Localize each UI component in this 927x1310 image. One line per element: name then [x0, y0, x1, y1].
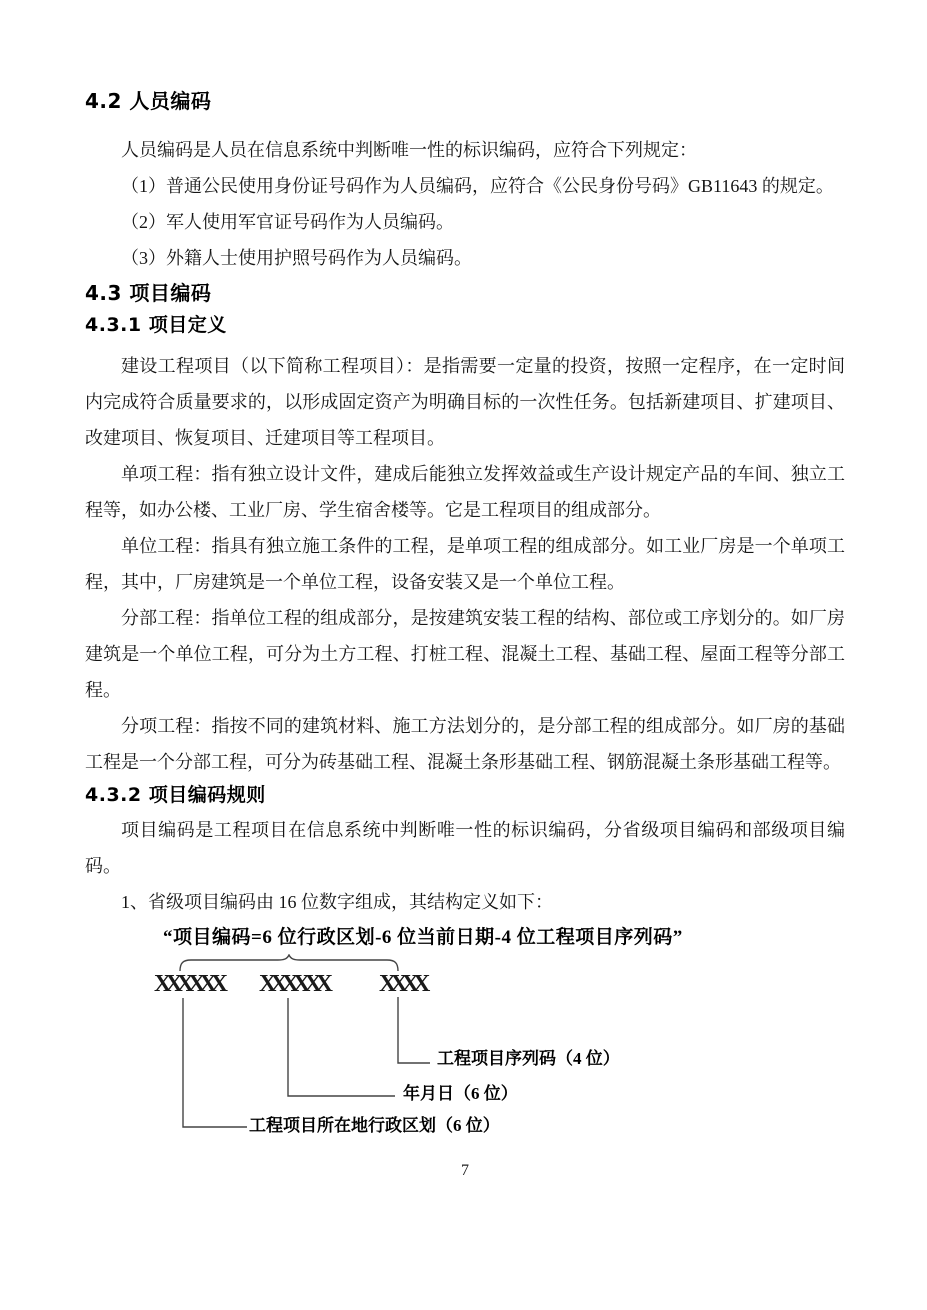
placeholder-region-digits: XXXXXX [154, 971, 222, 997]
placeholder-date-digits: XXXXXX [259, 971, 327, 997]
paragraph-province-rule: 1、省级项目编码由 16 位数字组成，其结构定义如下： [121, 892, 553, 912]
placeholder-serial-digits: XXXX [379, 971, 425, 997]
list-item-citizen-id: （1）普通公民使用身份证号码作为人员编码，应符合《公民身份号码》GB11643 的规定。 [121, 176, 834, 196]
heading-4-3: 4.3 项目编码 [85, 281, 212, 305]
heading-4-3-2: 4.3.2 项目编码规则 [85, 784, 266, 806]
grouping-brace [180, 955, 398, 971]
paragraph-code-intro: 项目编码是工程项目在信息系统中判断唯一性的标识编码，分省级项目编码和部级项目编码。 [85, 820, 845, 876]
label-date-code: 年月日（6 位） [403, 1084, 518, 1103]
paragraph-personnel-intro: 人员编码是人员在信息系统中判断唯一性的标识编码，应符合下列规定： [121, 140, 697, 160]
paragraph-item-project: 分项工程：指按不同的建筑材料、施工方法划分的，是分部工程的组成部分。如厂房的基础工程是一个分部工程，可分为砖基础工程、混凝土条形基础工程、钢筋混凝土条形基础工程等。 [85, 716, 845, 772]
connector-region [183, 998, 247, 1127]
list-item-passport: （3）外籍人士使用护照号码作为人员编码。 [121, 248, 472, 268]
connector-serial [398, 997, 430, 1063]
page-number: 7 [461, 1162, 469, 1179]
code-structure-diagram [85, 954, 845, 1146]
paragraph-single-project: 单项工程：指有独立设计文件，建成后能独立发挥效益或生产设计规定产品的车间、独立工程等，如办公楼、工业厂房、学生宿舍楼等。它是工程项目的组成部分。 [85, 464, 845, 520]
label-region-code: 工程项目所在地行政区划（6 位） [249, 1116, 500, 1135]
paragraph-division-project: 分部工程：指单位工程的组成部分，是按建筑安装工程的结构、部位或工序划分的。如厂房建筑是一个单位工程，可分为土方工程、打桩工程、混凝土工程、基础工程、屋面工程等分部工程。 [85, 608, 845, 700]
paragraph-unit-project: 单位工程：指具有独立施工条件的工程，是单项工程的组成部分。如工业厂房是一个单项工程，其中，厂房建筑是一个单位工程，设备安装又是一个单位工程。 [85, 536, 845, 592]
connector-date [288, 998, 395, 1096]
heading-4-3-1: 4.3.1 项目定义 [85, 314, 227, 336]
paragraph-project-definition: 建设工程项目（以下简称工程项目）：是指需要一定量的投资，按照一定程序，在一定时间内完成符合质量要求的，以形成固定资产为明确目标的一次性任务。包括新建项目、扩建项目、改建项目、恢复项目、迁建项目等工程项目。 [85, 356, 845, 448]
label-serial-code: 工程项目序列码（4 位） [437, 1049, 620, 1068]
heading-4-2: 4.2 人员编码 [85, 89, 212, 113]
code-structure-formula: “项目编码=6 位行政区划-6 位当前日期-4 位工程项目序列码” [163, 927, 683, 948]
list-item-military-id: （2）军人使用军官证号码作为人员编码。 [121, 212, 454, 232]
